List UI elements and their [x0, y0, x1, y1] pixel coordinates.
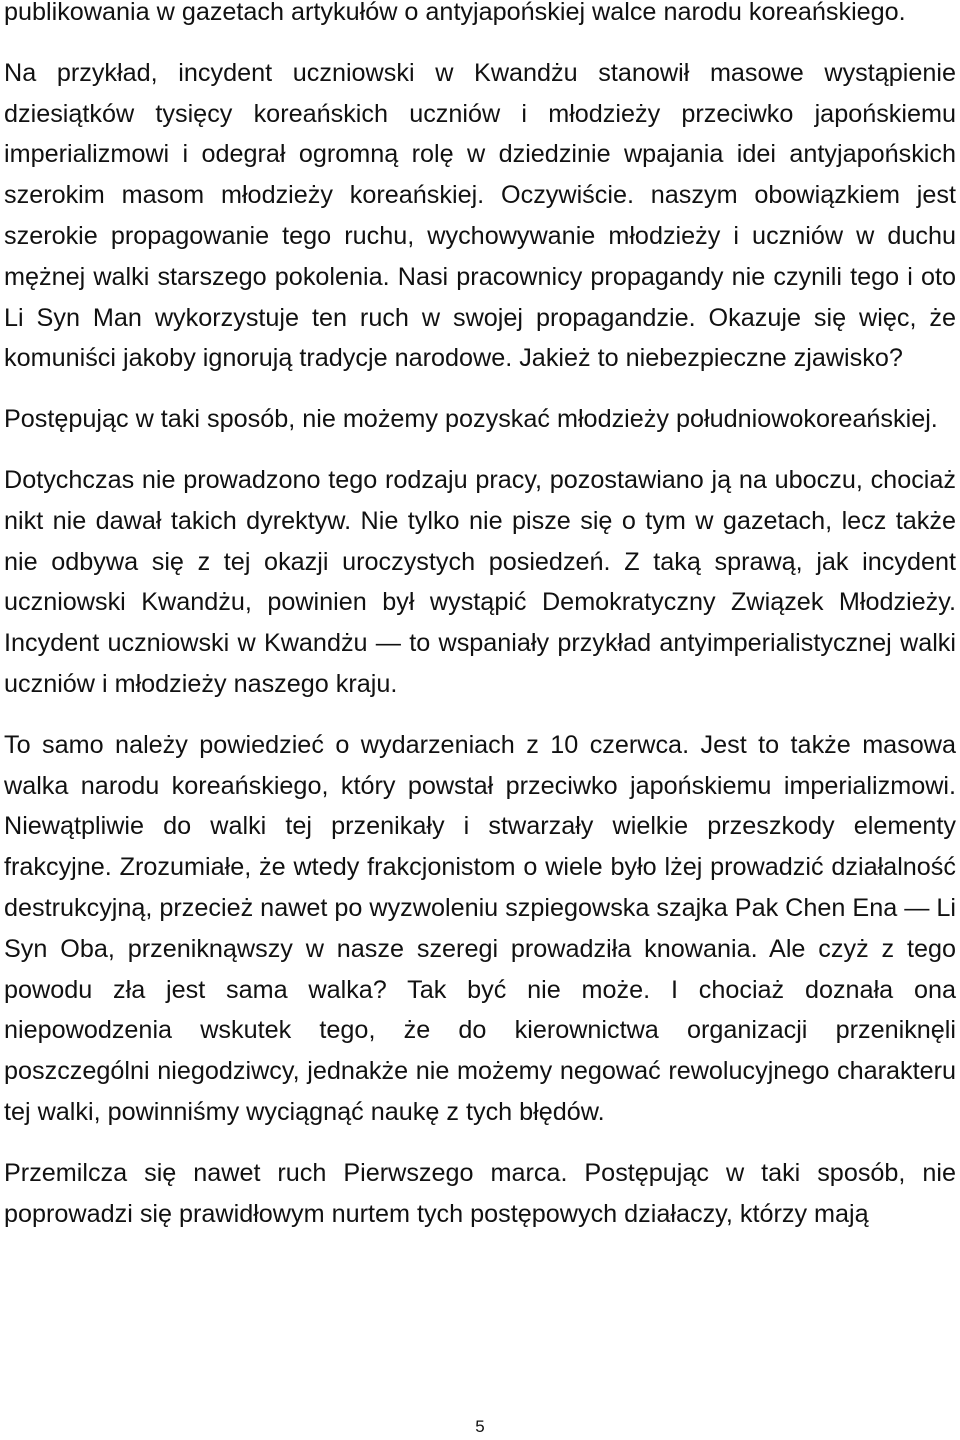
paragraph-6: Przemilcza się nawet ruch Pierwszego marca. Postępując w taki sposób, nie poprowadzi się prawidłowym nurtem tych postępowych działaczy, którzy mają	[4, 1158, 956, 1228]
paragraph-3: Postępując w taki sposób, nie możemy pozyskać młodzieży południowokoreańskiej.	[4, 405, 938, 434]
paragraph-2: Na przykład, incydent uczniowski w Kwandżu stanowił masowe wystąpienie dziesiątków tysięcy koreańskich uczniów i młodzieży przeciwko japońskiemu imperializmowi i odegrał ogromną rolę w dziedzinie wpajania idei antyjapońskich szerokim masom młodzieży koreańskiej. Oczywiście. naszym obowiązkiem jest szerokie propagowanie tego ruchu, wychowywanie młodzieży i uczniów w duchu mężnej walki starszego pokolenia. Nasi pracownicy propagandy nie czynili tego i oto Li Syn Man wykorzystuje ten ruch w swojej propagandzie. Okazuje się więc, że komuniści jakoby ignorują tradycje narodowe. Jakież to niebezpieczne zjawisko?	[4, 58, 956, 373]
paragraph-4: Dotychczas nie prowadzono tego rodzaju pracy, pozostawiano ją na uboczu, chociaż nikt nie dawał takich dyrektyw. Nie tylko nie pisze się o tym w gazetach, lecz także nie odbywa się z tej okazji uroczystych posiedzeń. Z taką sprawą, jak incydent uczniowski Kwandżu, powinien był wystąpić Demokratyczny Związek Młodzieży. Incydent uczniowski w Kwandżu — to wspaniały przykład antyimperialistycznej walki uczniów i młodzieży naszego kraju.	[4, 465, 956, 698]
paragraph-5: To samo należy powiedzieć o wydarzeniach z 10 czerwca. Jest to także masowa walka narodu koreańskiego, który powstał przeciwko japońskiemu imperializmowi. Niewątpliwie do walki tej przenikały i stwarzały wielkie przeszkody elementy frakcyjne. Zrozumiałe, że wtedy frakcjonistom o wiele było lżej prowadzić działalność destrukcyjną, przecież nawet po wyzwoleniu szpiegowska szajka Pak Chen Ena — Li Syn Oba, przeniknąwszy w nasze szeregi prowadziła knowania. Ale czyż z tego powodu zła jest sama walka? Tak być nie może. I chociaż doznała ona niepowodzenia wskutek tego, że do kierownictwa organizacji przeniknęli poszczególni niegodziwcy, jednakże nie możemy negować rewolucyjnego charakteru tej walki, powinniśmy wyciągnąć naukę z tych błędów.	[4, 730, 956, 1126]
paragraph-1: publikowania w gazetach artykułów o antyjapońskiej walce narodu koreańskiego.	[4, 0, 906, 26]
page-number: 5	[475, 1417, 485, 1436]
document-page	[4, 0, 956, 1234]
